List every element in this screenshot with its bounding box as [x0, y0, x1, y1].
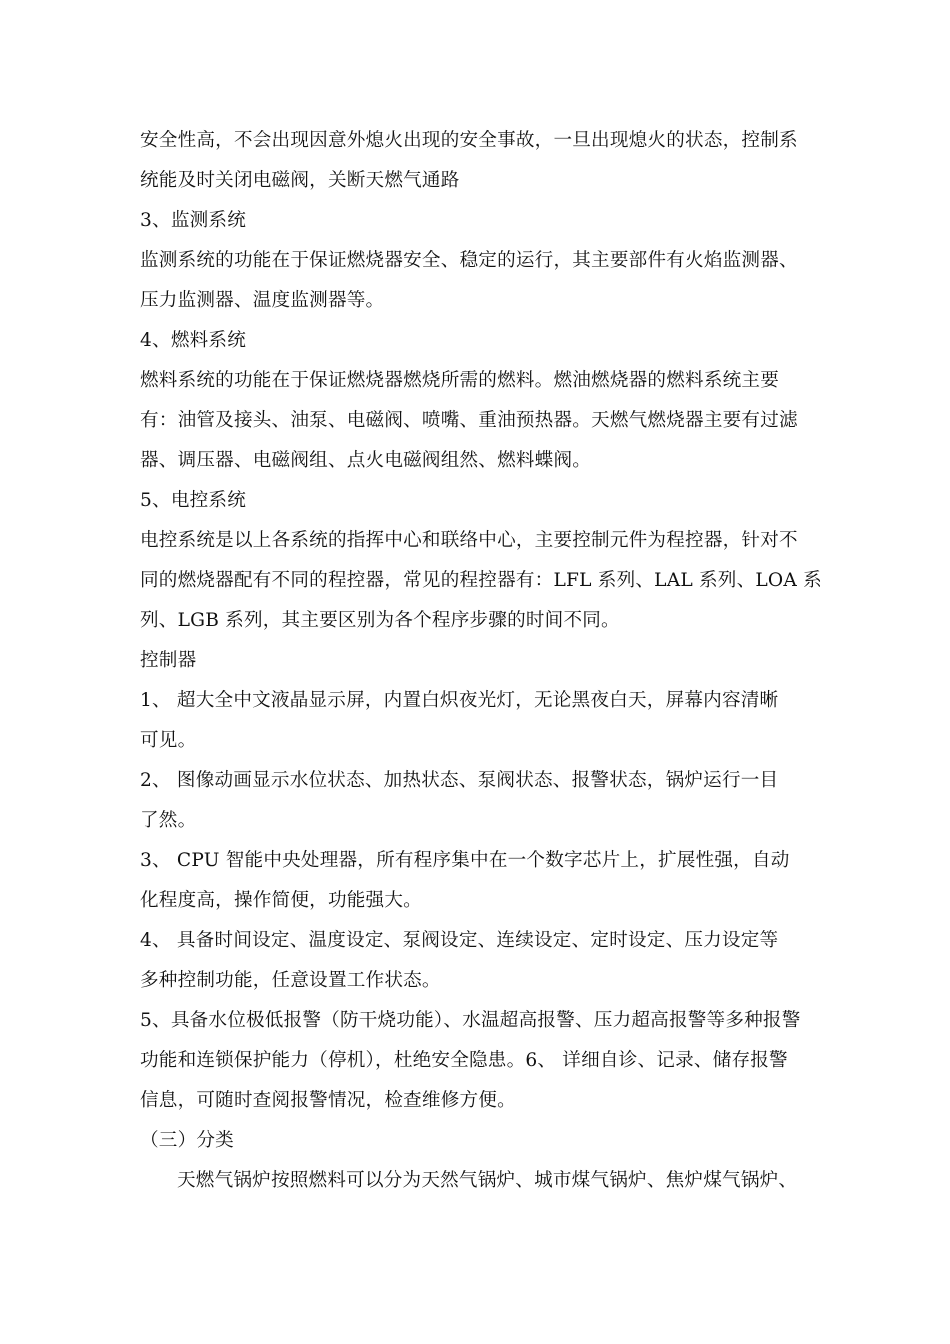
paragraph-line: 电控系统是以上各系统的指挥中心和联络中心，主要控制元件为程控器，针对不 — [140, 530, 798, 551]
paragraph-line: 统能及时关闭电磁阀，关断天燃气通路 — [140, 170, 460, 191]
list-item-line: 多种控制功能，任意设置工作状态。 — [140, 970, 441, 991]
list-item-line: 信息，可随时查阅报警情况，检查维修方便。 — [140, 1090, 516, 1111]
section-heading: 控制器 — [140, 650, 197, 671]
list-item-line: 功能和连锁保护能力（停机），杜绝安全隐患。6、 详细自诊、记录、储存报警 — [140, 1050, 788, 1071]
list-item-line: 了然。 — [140, 810, 197, 831]
list-item-line: 化程度高，操作简便，功能强大。 — [140, 890, 422, 911]
section-heading: （三）分类 — [140, 1130, 234, 1151]
list-item-line: 4、 具备时间设定、温度设定、泵阀设定、连续设定、定时设定、压力设定等 — [140, 930, 779, 951]
list-item-line: 3、 CPU 智能中央处理器，所有程序集中在一个数字芯片上，扩展性强，自动 — [140, 850, 790, 871]
list-item-line: 2、 图像动画显示水位状态、加热状态、泵阀状态、报警状态，锅炉运行一目 — [140, 770, 779, 791]
section-heading: 5、电控系统 — [140, 490, 246, 511]
paragraph-line: 燃料系统的功能在于保证燃烧器燃烧所需的燃料。燃油燃烧器的燃料系统主要 — [140, 370, 779, 391]
paragraph-line: 监测系统的功能在于保证燃烧器安全、稳定的运行，其主要部件有火焰监测器、 — [140, 250, 798, 271]
paragraph-line: 有：油管及接头、油泵、电磁阀、喷嘴、重油预热器。天燃气燃烧器主要有过滤 — [140, 410, 798, 431]
paragraph-line: 列、LGB 系列，其主要区别为各个程序步骤的时间不同。 — [140, 610, 620, 631]
section-heading: 4、燃料系统 — [140, 330, 246, 351]
paragraph-line: 安全性高，不会出现因意外熄火出现的安全事故，一旦出现熄火的状态，控制系 — [140, 130, 798, 151]
list-item-line: 1、 超大全中文液晶显示屏，内置白炽夜光灯，无论黑夜白天，屏幕内容清晰 — [140, 690, 779, 711]
paragraph-line: 器、调压器、电磁阀组、点火电磁阀组然、燃料蝶阀。 — [140, 450, 592, 471]
list-item-line: 可见。 — [140, 730, 197, 751]
section-heading: 3、监测系统 — [140, 210, 246, 231]
paragraph-line: 压力监测器、温度监测器等。 — [140, 290, 385, 311]
paragraph-line: 同的燃烧器配有不同的程控器，常见的程控器有：LFL 系列、LAL 系列、LOA 系 — [140, 570, 822, 591]
document-body — [140, 121, 822, 1201]
list-item-line: 5、具备水位极低报警（防干烧功能）、水温超高报警、压力超高报警等多种报警 — [140, 1010, 801, 1031]
paragraph-line: 天燃气锅炉按照燃料可以分为天然气锅炉、城市煤气锅炉、焦炉煤气锅炉、 — [177, 1170, 798, 1191]
